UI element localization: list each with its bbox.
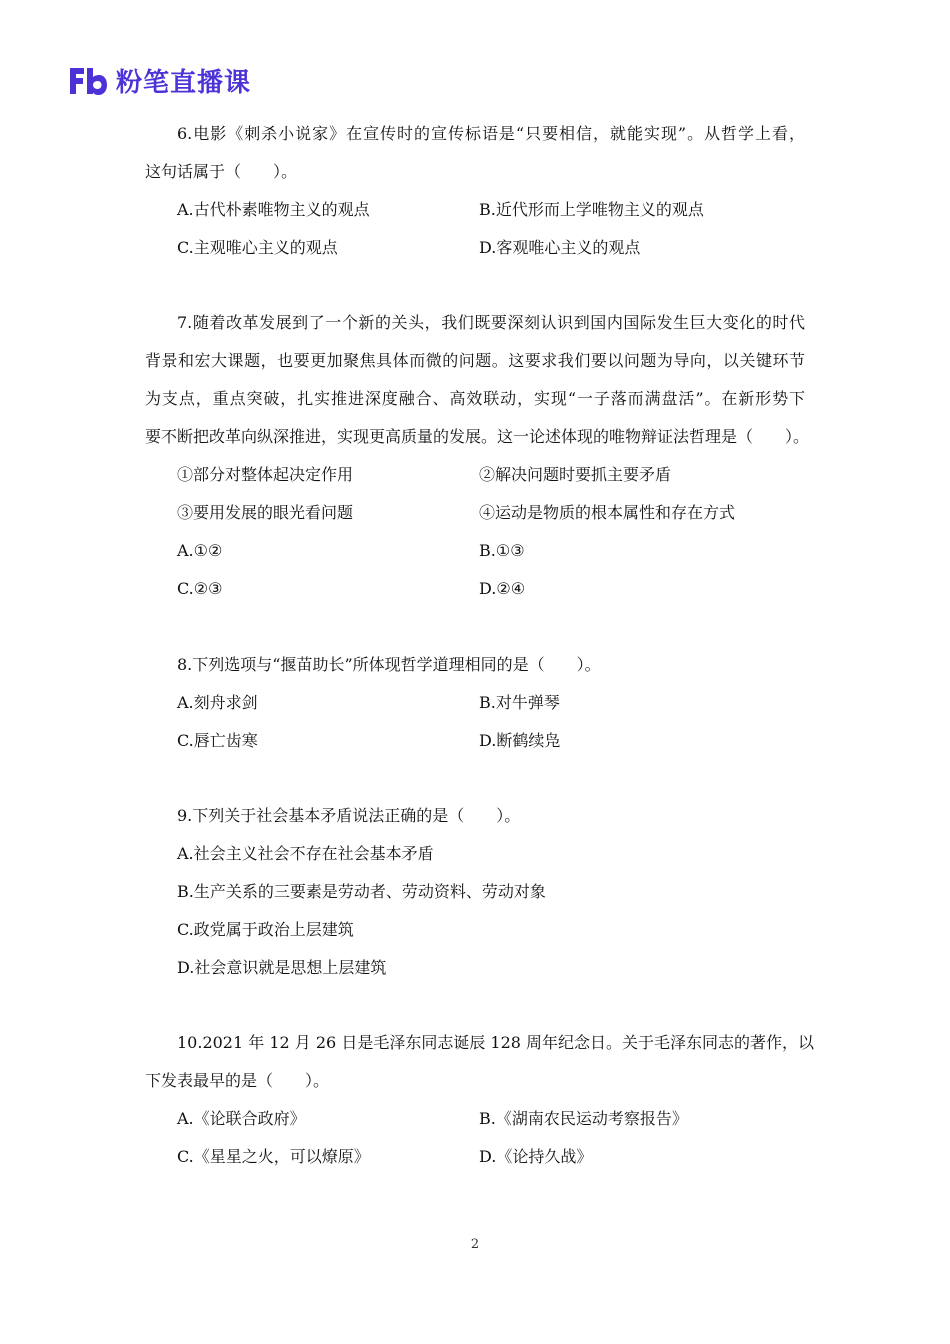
q8-option-d[interactable]: D.断鹤续凫: [479, 731, 561, 750]
q7-option-b[interactable]: B.①③: [479, 541, 525, 560]
q8-option-b[interactable]: B.对牛弹琴: [479, 693, 560, 712]
q6-option-d[interactable]: D.客观唯心主义的观点: [479, 238, 641, 257]
q10-option-a[interactable]: A.《论联合政府》: [177, 1109, 306, 1128]
q9-option-a[interactable]: A.社会主义社会不存在社会基本矛盾: [177, 844, 434, 863]
q7-stem-line-1: 7.随着改革发展到了一个新的关头，我们既要深刻认识到国内国际发生巨大变化的时代: [177, 313, 805, 332]
q6-stem-line-1: 6.电影《刺杀小说家》在宣传时的宣传标语是“只要相信，就能实现”。从哲学上看，: [177, 124, 805, 143]
q7-statement-4: ④运动是物质的根本属性和存在方式: [479, 503, 736, 522]
page-number: 2: [470, 1237, 480, 1252]
q10-option-b[interactable]: B.《湖南农民运动考察报告》: [479, 1109, 688, 1128]
q9-stem-line-1: 9.下列关于社会基本矛盾说法正确的是（ ）。: [177, 806, 521, 825]
q6-option-a[interactable]: A.古代朴素唯物主义的观点: [177, 200, 370, 219]
q7-statement-1: ①部分对整体起决定作用: [177, 465, 354, 484]
q9-option-d[interactable]: D.社会意识就是思想上层建筑: [177, 958, 387, 977]
q7-stem-line-2: 背景和宏大课题，也要更加聚焦具体而微的问题。这要求我们要以问题为导向，以关键环节: [145, 351, 805, 370]
q8-stem-line-1: 8.下列选项与“揠苗助长”所体现哲学道理相同的是（ ）。: [177, 655, 601, 674]
q9-option-b[interactable]: B.生产关系的三要素是劳动者、劳动资料、劳动对象: [177, 882, 546, 901]
q6-option-c[interactable]: C.主观唯心主义的观点: [177, 238, 338, 257]
q6-stem-line-2: 这句话属于（ ）。: [145, 162, 298, 181]
q9-option-c[interactable]: C.政党属于政治上层建筑: [177, 920, 354, 939]
q8-option-c[interactable]: C.唇亡齿寒: [177, 731, 258, 750]
brand-name: 粉笔直播课: [116, 68, 252, 98]
fb-logo-icon: [68, 66, 108, 96]
brand-logo: [68, 62, 251, 99]
q7-option-a[interactable]: A.①②: [177, 541, 223, 560]
q7-statement-3: ③要用发展的眼光看问题: [177, 503, 354, 522]
q7-stem-line-3: 为支点，重点突破，扎实推进深度融合、高效联动，实现“一子落而满盘活”。在新形势下: [145, 389, 805, 408]
q7-option-d[interactable]: D.②④: [479, 579, 526, 598]
q6-option-b[interactable]: B.近代形而上学唯物主义的观点: [479, 200, 704, 219]
q10-stem-line-2: 下发表最早的是（ ）。: [145, 1071, 330, 1090]
q10-stem-line-1: 10.2021 年 12 月 26 日是毛泽东同志诞辰 128 周年纪念日。关于毛泽东同志的著作，以: [177, 1033, 815, 1052]
q7-statement-2: ②解决问题时要抓主要矛盾: [479, 465, 672, 484]
q7-option-c[interactable]: C.②③: [177, 579, 223, 598]
q7-stem-line-4: 要不断把改革向纵深推进，实现更高质量的发展。这一论述体现的唯物辩证法哲理是（ ）。: [145, 427, 810, 446]
q10-option-d[interactable]: D.《论持久战》: [479, 1147, 593, 1166]
q8-option-a[interactable]: A.刻舟求剑: [177, 693, 258, 712]
q10-option-c[interactable]: C.《星星之火，可以燎原》: [177, 1147, 370, 1166]
